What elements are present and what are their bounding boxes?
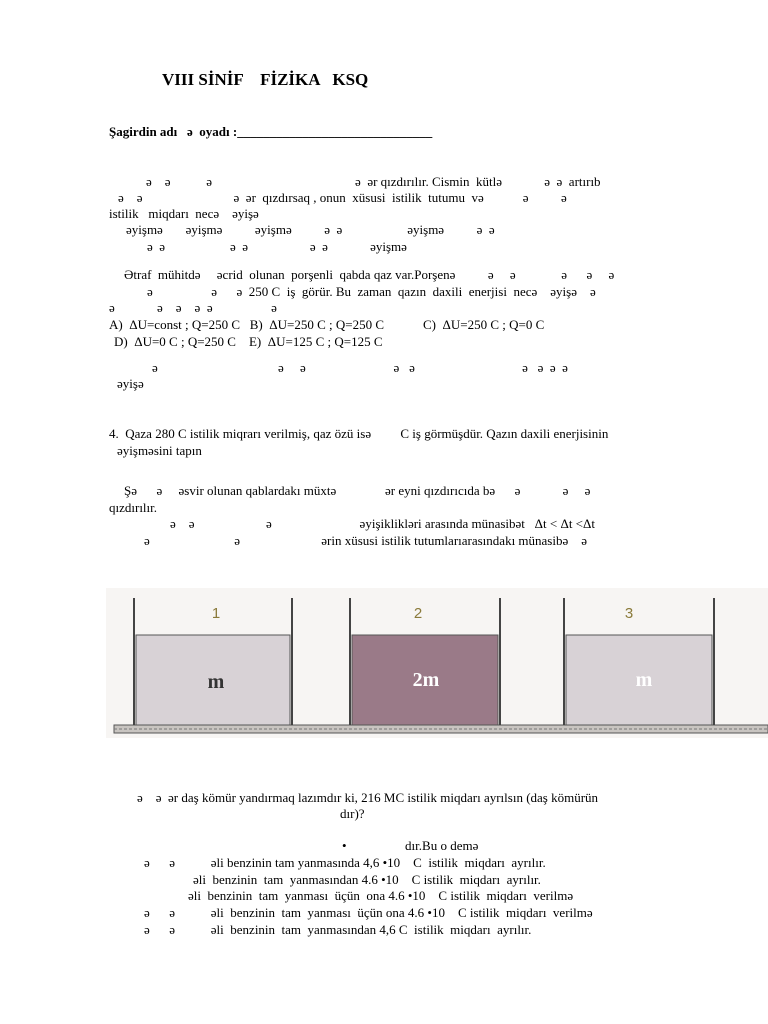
q4-line-2: əyişməsini tapın (117, 443, 202, 458)
q7-line-4: əli benzinin tam yanması üçün ona 4.6 •10 C istilik miqdarı verilmə (188, 888, 574, 903)
q5-line-1: Şə ə əsvir olunan qablardakı müxtə ər eyni qızdırıcıda bə ə ə ə (124, 483, 591, 498)
q4-line-1: 4. Qaza 280 C istilik miqrarı verilmiş, qaz özü isə C iş görmüşdür. Qazın daxili enerjisinin (109, 426, 609, 441)
vessel-2-label: 2m (412, 669, 440, 691)
q6-line-1: ə ə ər daş kömür yandırmaq lazımdır ki, 216 MC istilik miqdarı ayrılsın (daş kömürün (137, 790, 599, 805)
q7-line-5: ə ə əli benzinin tam yanması üçün ona 4.6 •10 C istilik miqdarı verilmə (144, 905, 593, 920)
q5-line-3: ə ə ə əyişiklikləri arasında münasibət Δt < Δt <Δt (170, 516, 595, 531)
q2-line-1: Ətraf mühitdə əcrid olunan porşenli qabda qaz var.Porşenə ə ə ə ə ə (124, 267, 615, 282)
vessel-3-number: 3 (624, 605, 634, 622)
q1-line-4: əyişmə əyişmə əyişmə ə ə əyişmə ə ə (126, 222, 495, 237)
q2-line-3: ə ə ə ə ə ə (109, 300, 277, 315)
q7-line-6: ə ə əli benzinin tam yanmasından 4,6 C istilik miqdarı ayrılır. (144, 922, 532, 937)
q6-line-2: dır)? (340, 806, 365, 821)
student-name-label: Şagirdin adı ə oyadı : (109, 124, 238, 139)
q3-line-2: əyişə (117, 376, 144, 391)
student-name-blank: ______________________________ (237, 124, 433, 139)
q1-line-3: istilik miqdarı necə əyişə (109, 206, 259, 221)
q1-line-2: ə ə ə ər qızdırsaq , onun xüsusi istilik tutumu və ə ə (118, 190, 567, 205)
vessel-3-label: m (635, 669, 653, 691)
q7-line-2: ə ə əli benzinin tam yanmasında 4,6 •10 C istilik miqdarı ayrılır. (144, 855, 546, 870)
vessel-1-label: m (207, 671, 225, 693)
vessel-2-number: 2 (413, 605, 423, 622)
q7-line-1: • dır.Bu o demə (342, 838, 479, 853)
student-name-line (109, 124, 432, 140)
vessels-figure (106, 588, 768, 738)
q2-line-2: ə ə ə 250 C iş görür. Bu zaman qazın daxili enerjisi necə əyişə ə (147, 284, 596, 299)
q5-line-2: qızdırılır. (109, 500, 158, 515)
page-title: VIII SİNİF FİZİKA KSQ (162, 70, 369, 89)
q1-line-1: ə ə ə ə ər qızdırılır. Cismin kütlə ə ə artırıb (146, 174, 601, 189)
q2-options-1: A) ΔU=const ; Q=250 C B) ΔU=250 C ; Q=250 C C) ΔU=250 C ; Q=0 C (109, 317, 545, 332)
q7-line-3: əli benzinin tam yanmasından 4.6 •10 C istilik miqdarı ayrılır. (193, 872, 541, 887)
q3-line-1: ə ə ə ə ə ə ə ə ə (152, 360, 568, 375)
q1-line-5: ə ə ə ə ə ə əyişmə (147, 239, 407, 254)
q5-line-4: ə ə ərin xüsusi istilik tutumlarıarasındakı münasibə ə (144, 533, 588, 548)
vessel-1-number: 1 (211, 605, 221, 622)
q2-options-2: D) ΔU=0 C ; Q=250 C E) ΔU=125 C ; Q=125 C (114, 334, 383, 349)
